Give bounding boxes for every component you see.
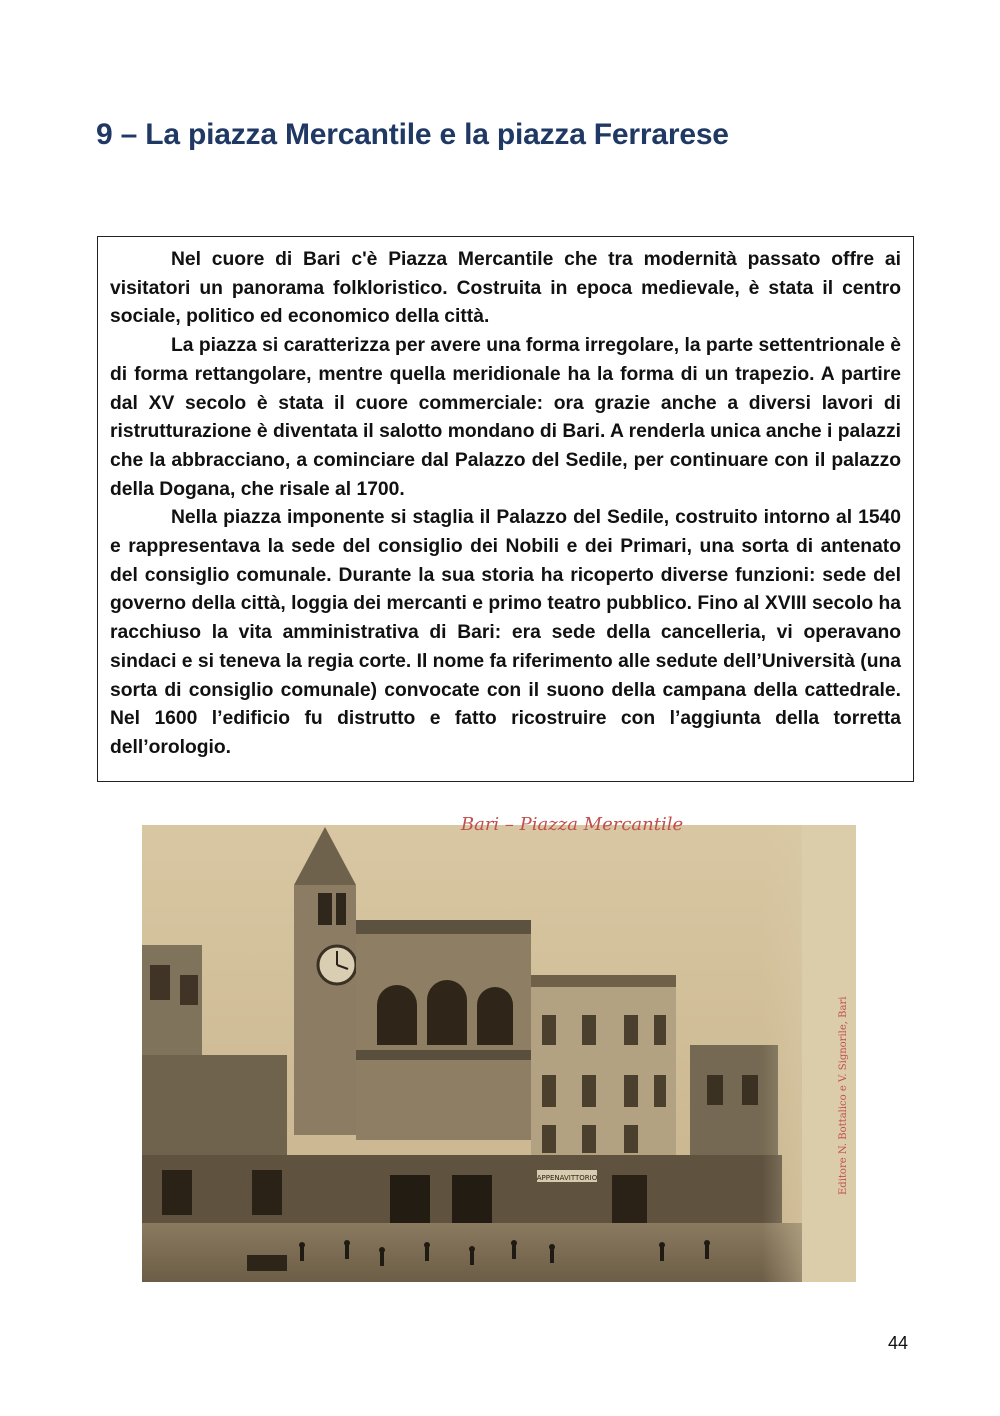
paragraph-3: Nella piazza imponente si staglia il Palazzo del Sedile, costruito intorno al 1540 e rappresentava la sede del consiglio dei Nobili e dei Primari, una sorta di antenato del consiglio comunale. Durante la sua storia ha ricoperto diverse funzioni: sede del governo della città, loggia dei mercanti e primo teatro pubblico. Fino al XVIII secolo ha racchiuso la vita amministrativa di Bari: era sede della cancelleria, vi operavano sindaci e si teneva la regia corte. Il nome fa riferimento alle sedute dell’Università (una sorta di consiglio comunale) convocate con il suono della campana della cattedrale. Nel 1600 l’edificio fu distrutto e fatto ricostruire con l’aggiunta della torretta dell’orologio.: [110, 507, 901, 758]
page-number: 44: [887, 1333, 908, 1353]
postcard-caption: Bari – Piazza Mercantile: [460, 814, 684, 835]
paragraph-2: La piazza si caratterizza per avere una forma irregolare, la parte settentrionale è di forma rettangolare, mentre quella meridionale ha la forma di un trapezio. A partire dal XV secolo è stata il cuore commerciale: ora grazie anche a diversi lavori di ristrutturazione è diventata il salotto mondano di Bari. A renderla unica anche i palazzi che la abbracciano, a cominciare dal Palazzo del Sedile, per continuare con il palazzo della Dogana, che risale al 1700.: [110, 335, 901, 500]
text-box: [97, 236, 914, 782]
postcard-photo: [142, 814, 856, 1282]
page-title: 9 – La piazza Mercantile e la piazza Ferrarese: [96, 118, 729, 151]
publisher-imprint: Editore N. Bottalico e V. Signorile, Bari: [838, 996, 849, 1195]
shop-sign: APPENAVITTORIO: [536, 1174, 598, 1182]
paragraph-1: Nel cuore di Bari c'è Piazza Mercantile che tra modernità passato offre ai visitatori un panorama folkloristico. Costruita in epoca medievale, è stata il centro sociale, politico ed economico della città.: [110, 249, 901, 328]
